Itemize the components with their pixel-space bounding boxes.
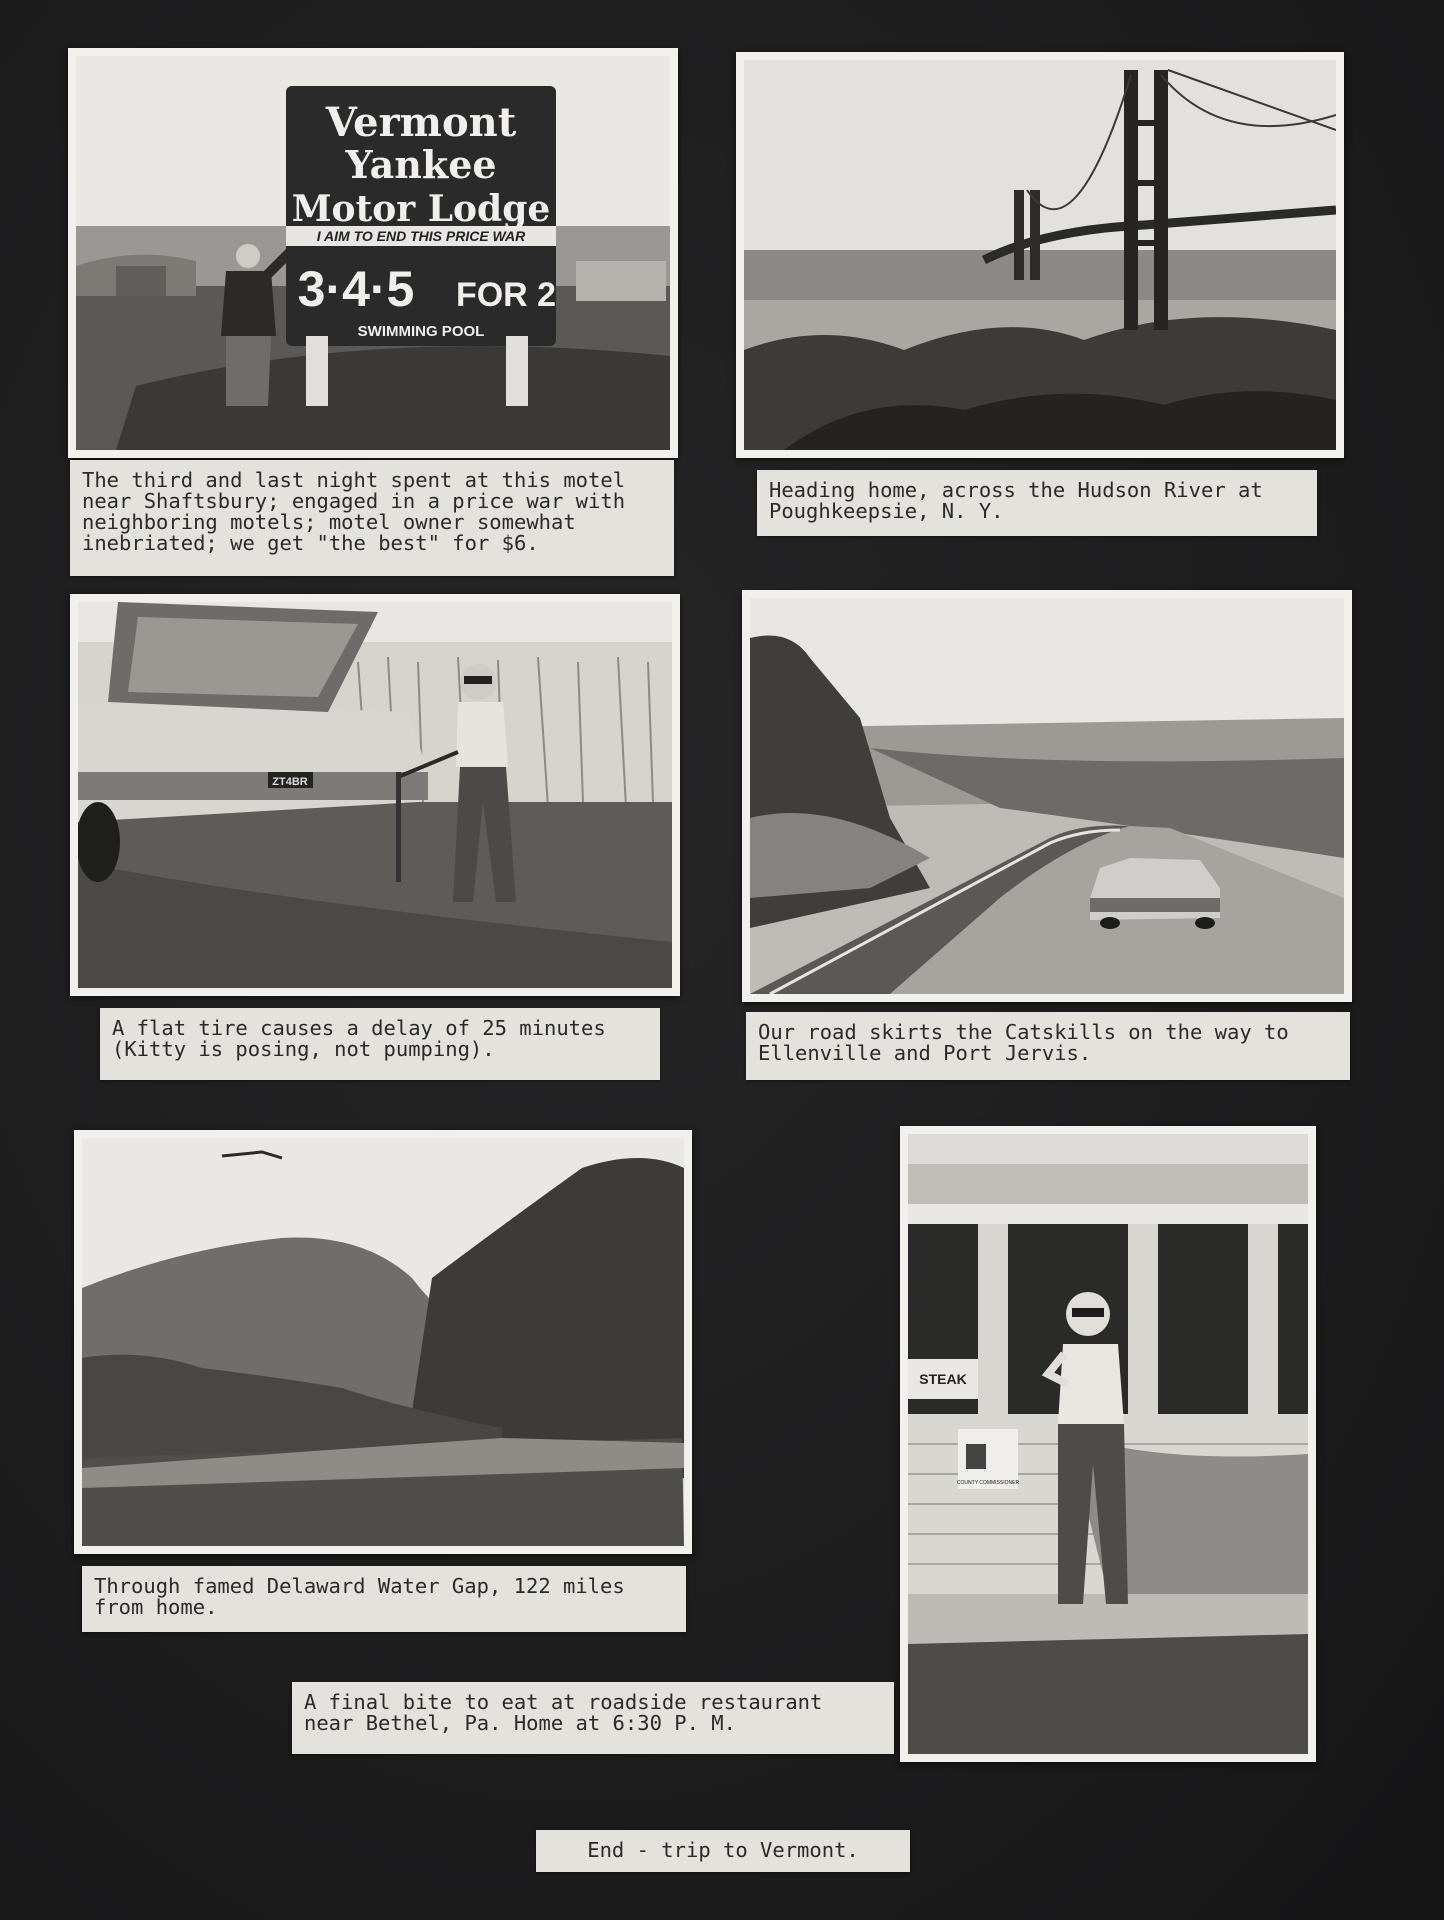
sign-line3: Motor Lodge: [291, 188, 551, 230]
caption-restaurant: A final bite to eat at roadside restaurant near Bethel, Pa. Home at 6:30 P. M.: [292, 1682, 894, 1754]
photo-water-gap: [74, 1130, 692, 1554]
photo-flat-tire: [70, 594, 680, 996]
photo-restaurant: [900, 1126, 1316, 1762]
caption-bridge: Heading home, across the Hudson River at Poughkeepsie, N. Y.: [757, 470, 1317, 536]
license-plate: ZT4BR: [272, 776, 308, 788]
photo-motel-sign: [68, 48, 678, 458]
photo-bridge: [736, 52, 1344, 458]
sign-price-suffix: FOR 2: [455, 276, 557, 314]
sign-line2: Yankee: [345, 142, 497, 187]
photo-catskills-road: [742, 590, 1352, 1002]
sign-price: 3·4·5: [297, 261, 415, 317]
sign-steak: STEAK: [919, 1371, 967, 1387]
poster-text: COUNTY COMMISSIONER: [956, 1480, 1020, 1486]
caption-end: End - trip to Vermont.: [536, 1830, 910, 1872]
caption-catskills: Our road skirts the Catskills on the way to Ellenville and Port Jervis.: [746, 1012, 1350, 1080]
caption-flat-tire: A flat tire causes a delay of 25 minutes (Kitty is posing, not pumping).: [100, 1008, 660, 1080]
sign-line1: Vermont: [325, 99, 517, 146]
sign-pool: SWIMMING POOL: [357, 323, 485, 340]
caption-motel: The third and last night spent at this motel near Shaftsbury; engaged in a price war with neighboring motels; motel owner somewhat inebriated; we get "the best" for $6.: [70, 460, 674, 576]
sign-banner: I AIM TO END THIS PRICE WAR: [316, 228, 526, 244]
caption-water-gap: Through famed Delaward Water Gap, 122 miles from home.: [82, 1566, 686, 1632]
